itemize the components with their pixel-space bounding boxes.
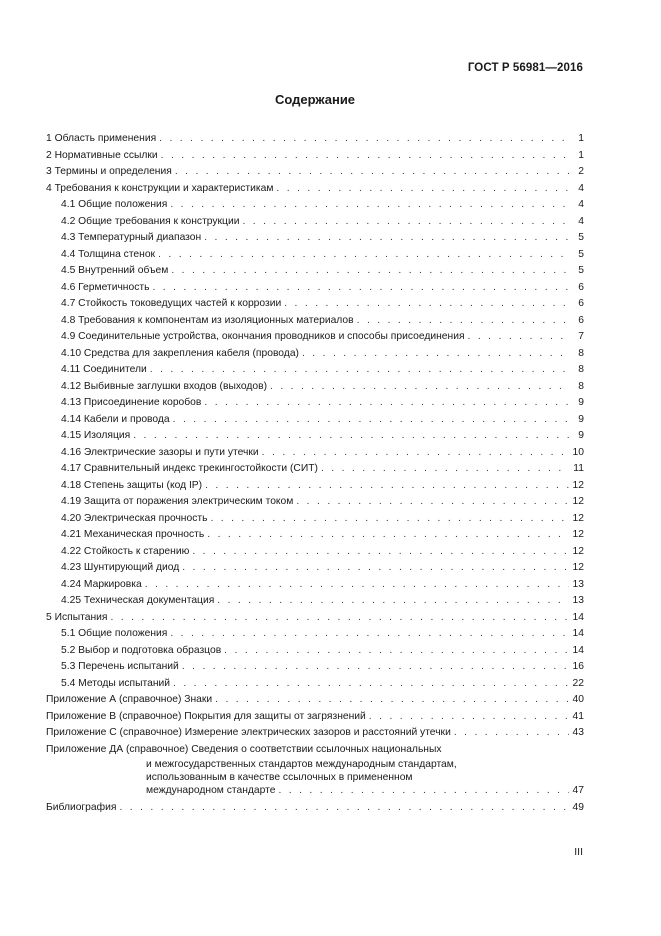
toc-entry-label: 4.23 Шунтирующий диод <box>61 562 180 573</box>
toc-entry[interactable] <box>46 511 584 528</box>
toc-entry-page: 8 <box>578 380 584 392</box>
toc-entry-page: 13 <box>572 578 584 590</box>
toc-leader-dots <box>192 544 569 561</box>
toc-entry-label: 4.14 Кабели и провода <box>61 413 170 425</box>
toc-entry-page: 12 <box>572 512 584 524</box>
toc-leader-dots <box>204 230 569 247</box>
toc-entry-page: 12 <box>572 545 584 557</box>
toc-entry-page: 4 <box>578 215 584 227</box>
toc-entry-page: 12 <box>572 562 584 573</box>
toc-entry[interactable] <box>46 296 584 313</box>
toc-leader-dots <box>158 247 569 264</box>
toc-entry-page: 7 <box>578 331 584 342</box>
toc-entry-page: 47 <box>572 785 584 796</box>
toc-entry-page: 6 <box>578 298 584 309</box>
toc-entry[interactable] <box>46 494 584 511</box>
toc-leader-dots <box>170 626 569 643</box>
toc-leader-dots <box>262 445 569 462</box>
toc-leader-dots <box>224 643 569 660</box>
toc-entry-label: Приложение С (справочное) Измерение электрических зазоров и расстояний утечки <box>46 727 451 738</box>
toc-leader-dots <box>369 709 569 726</box>
toc-entry-label: Приложение А (справочное) Знаки <box>46 694 213 705</box>
toc-entry-page: 13 <box>572 595 584 606</box>
toc-leader-dots <box>207 527 569 544</box>
toc-entry-page: 1 <box>578 149 584 161</box>
toc-entry[interactable] <box>46 692 584 709</box>
toc-entry-page: 43 <box>572 727 584 738</box>
toc-entry-label: 5.3 Перечень испытаний <box>61 661 179 672</box>
toc-entry-label: 5.1 Общие положения <box>61 628 168 639</box>
toc-leader-dots <box>210 511 569 528</box>
document-code: ГОСТ Р 56981—2016 <box>467 62 583 74</box>
toc-entry-line: использованным в качестве ссылочных в примененном <box>146 772 413 783</box>
toc-leader-dots <box>145 577 569 594</box>
toc-entry-page: 8 <box>578 364 584 375</box>
toc-entry-page: 9 <box>578 397 584 408</box>
toc-entry-page: 5 <box>578 248 584 260</box>
toc-entry-label: международном стандарте <box>146 785 276 796</box>
toc-entry-label: 4 Требования к конструкции и характеристикам <box>46 182 274 194</box>
toc-leader-dots <box>270 379 569 396</box>
toc-entry-bibliography[interactable] <box>46 800 584 817</box>
toc-entry-label: 4.3 Температурный диапазон <box>61 232 202 243</box>
toc-leader-dots <box>182 560 569 577</box>
toc-leader-dots <box>173 676 569 693</box>
toc-entry[interactable] <box>46 626 584 643</box>
toc-entry-page: 40 <box>572 694 584 705</box>
toc-entry[interactable] <box>46 643 584 660</box>
toc-entry-label: 4.10 Средства для закрепления кабеля (провода) <box>61 347 299 359</box>
toc-entry[interactable] <box>46 164 584 181</box>
toc-leader-dots <box>182 659 569 676</box>
toc-entry-label: 4.4 Толщина стенок <box>61 248 156 260</box>
toc-entry[interactable] <box>46 478 584 495</box>
toc-leader-dots <box>170 197 569 214</box>
toc-entry[interactable] <box>46 247 584 264</box>
toc-entry-label: 4.21 Механическая прочность <box>61 529 205 540</box>
toc-entry-page: 8 <box>578 347 584 359</box>
toc-entry-label: 5.2 Выбор и подготовка образцов <box>61 644 222 656</box>
toc-entry[interactable] <box>46 395 584 412</box>
toc-entry[interactable] <box>46 148 584 165</box>
toc-leader-dots <box>173 412 569 429</box>
toc-entry[interactable] <box>46 181 584 198</box>
toc-entry[interactable] <box>46 131 584 148</box>
toc-entry[interactable] <box>46 362 584 379</box>
toc-entry[interactable] <box>46 445 584 462</box>
toc-leader-dots <box>284 296 569 313</box>
toc-leader-dots <box>296 494 569 511</box>
toc-entries <box>46 131 584 742</box>
toc-leader-dots <box>276 181 569 198</box>
toc-entry-page: 9 <box>578 430 584 441</box>
toc-entry[interactable] <box>46 610 584 627</box>
toc-leader-dots <box>242 214 569 231</box>
toc-entry-label: 4.11 Соединители <box>61 364 147 375</box>
toc-leader-dots <box>278 784 569 798</box>
toc-entry-label: 4.24 Маркировка <box>61 578 142 590</box>
toc-leader-dots <box>161 148 569 165</box>
toc-leader-dots <box>302 346 569 363</box>
toc-entry-page: 4 <box>578 199 584 210</box>
toc-entry-label: 4.19 Защита от поражения электрическим током <box>61 496 294 507</box>
toc-leader-dots <box>133 428 569 445</box>
toc-entry-label: 4.5 Внутренний объем <box>61 265 169 276</box>
toc-entry-label: 4.17 Сравнительный индекс трекингостойкости (СИТ) <box>61 463 318 474</box>
toc-leader-dots <box>468 329 569 346</box>
toc-entry-label: 4.25 Техническая документация <box>61 595 215 606</box>
toc-leader-dots <box>217 593 569 610</box>
toc-entry[interactable] <box>46 214 584 231</box>
toc-entry[interactable] <box>46 346 584 363</box>
toc-entry-label: 4.2 Общие требования к конструкции <box>61 215 240 227</box>
toc-entry-page: 9 <box>578 413 584 425</box>
toc-entry-line: и межгосударственных стандартов международным стандартам, <box>146 759 457 770</box>
toc-entry-label: 2 Нормативные ссылки <box>46 149 158 161</box>
toc-entry-label: 4.22 Стойкость к старению <box>61 545 190 557</box>
toc-entry-label: 4.13 Присоединение коробов <box>61 397 202 408</box>
toc-entry-page: 2 <box>578 166 584 177</box>
toc-entry-label: 4.20 Электрическая прочность <box>61 512 208 524</box>
toc-entry[interactable] <box>46 379 584 396</box>
toc-entry-page: 12 <box>572 496 584 507</box>
toc-entry[interactable] <box>46 329 584 346</box>
toc-entry-page: 49 <box>572 802 584 813</box>
toc-entry[interactable] <box>46 709 584 726</box>
toc-entry-page: 14 <box>572 644 584 656</box>
toc-entry-label: 4.6 Герметичность <box>61 281 150 293</box>
toc-entry-page: 1 <box>578 133 584 144</box>
toc-entry-label: 4.18 Степень защиты (код IP) <box>61 479 203 491</box>
toc-leader-dots <box>321 461 569 478</box>
toc-entry-page: 6 <box>578 281 584 293</box>
table-of-contents <box>46 131 584 817</box>
toc-leader-dots <box>150 362 569 379</box>
toc-entry[interactable] <box>46 676 584 693</box>
toc-entry[interactable] <box>46 230 584 247</box>
toc-entry-label: 5 Испытания <box>46 611 108 623</box>
toc-leader-dots <box>357 313 569 330</box>
toc-entry[interactable] <box>46 577 584 594</box>
toc-entry[interactable] <box>46 544 584 561</box>
toc-entry-label: 1 Область применения <box>46 133 157 144</box>
toc-leader-dots <box>171 263 569 280</box>
toc-entry-page: 10 <box>572 446 584 458</box>
toc-entry-label: 4.1 Общие положения <box>61 199 168 210</box>
toc-entry-label: 4.8 Требования к компонентам из изоляционных материалов <box>61 314 354 326</box>
toc-entry-label: 3 Термины и определения <box>46 166 172 177</box>
toc-leader-dots <box>159 131 569 148</box>
toc-entry[interactable] <box>46 725 584 742</box>
toc-entry[interactable] <box>46 659 584 676</box>
toc-entry[interactable] <box>46 197 584 214</box>
toc-entry-line: Приложение ДА (справочное) Сведения о соответствии ссылочных национальных <box>46 743 442 755</box>
toc-leader-dots <box>215 692 569 709</box>
toc-entry-page: 12 <box>572 479 584 491</box>
toc-entry[interactable] <box>46 560 584 577</box>
toc-entry-label: 5.4 Методы испытаний <box>61 677 171 689</box>
toc-leader-dots <box>119 800 569 817</box>
toc-leader-dots <box>205 478 569 495</box>
toc-entry[interactable] <box>46 280 584 297</box>
toc-entry-label: Библиография <box>46 802 117 813</box>
toc-entry-page: 41 <box>572 710 584 722</box>
toc-entry[interactable] <box>46 428 584 445</box>
toc-entry[interactable] <box>46 461 584 478</box>
toc-leader-dots <box>110 610 569 627</box>
toc-entry-page: 6 <box>578 314 584 326</box>
toc-title: Содержание <box>274 92 356 107</box>
toc-entry-page: 4 <box>578 182 584 194</box>
toc-entry[interactable] <box>46 412 584 429</box>
toc-entry-page: 12 <box>572 529 584 540</box>
toc-entry-page: 14 <box>572 628 584 639</box>
toc-entry-page: 16 <box>572 661 584 672</box>
toc-entry-page: 5 <box>578 232 584 243</box>
toc-entry-page: 5 <box>578 265 584 276</box>
toc-entry-appendix-da[interactable] <box>46 742 584 799</box>
toc-entry[interactable] <box>46 527 584 544</box>
toc-entry-label: 4.7 Стойкость токоведущих частей к коррозии <box>61 298 282 309</box>
toc-entry-page: 22 <box>572 677 584 689</box>
toc-entry-last-line <box>46 784 584 798</box>
page-number: III <box>574 846 583 858</box>
toc-leader-dots <box>175 164 569 181</box>
toc-entry[interactable] <box>46 593 584 610</box>
toc-entry[interactable] <box>46 313 584 330</box>
toc-leader-dots <box>152 280 569 297</box>
toc-entry-label: 4.15 Изоляция <box>61 430 131 441</box>
toc-entry-label: Приложение В (справочное) Покрытия для защиты от загрязнений <box>46 710 366 722</box>
toc-entry-label: 4.9 Соединительные устройства, окончания проводников и способы присоединения <box>61 331 465 342</box>
toc-leader-dots <box>454 725 569 742</box>
toc-entry-page: 11 <box>573 463 584 474</box>
toc-entry-label: 4.12 Выбивные заглушки входов (выходов) <box>61 380 268 392</box>
toc-entry-page: 14 <box>572 611 584 623</box>
toc-entry[interactable] <box>46 263 584 280</box>
toc-leader-dots <box>204 395 569 412</box>
toc-entry-label: 4.16 Электрические зазоры и пути утечки <box>61 446 259 458</box>
